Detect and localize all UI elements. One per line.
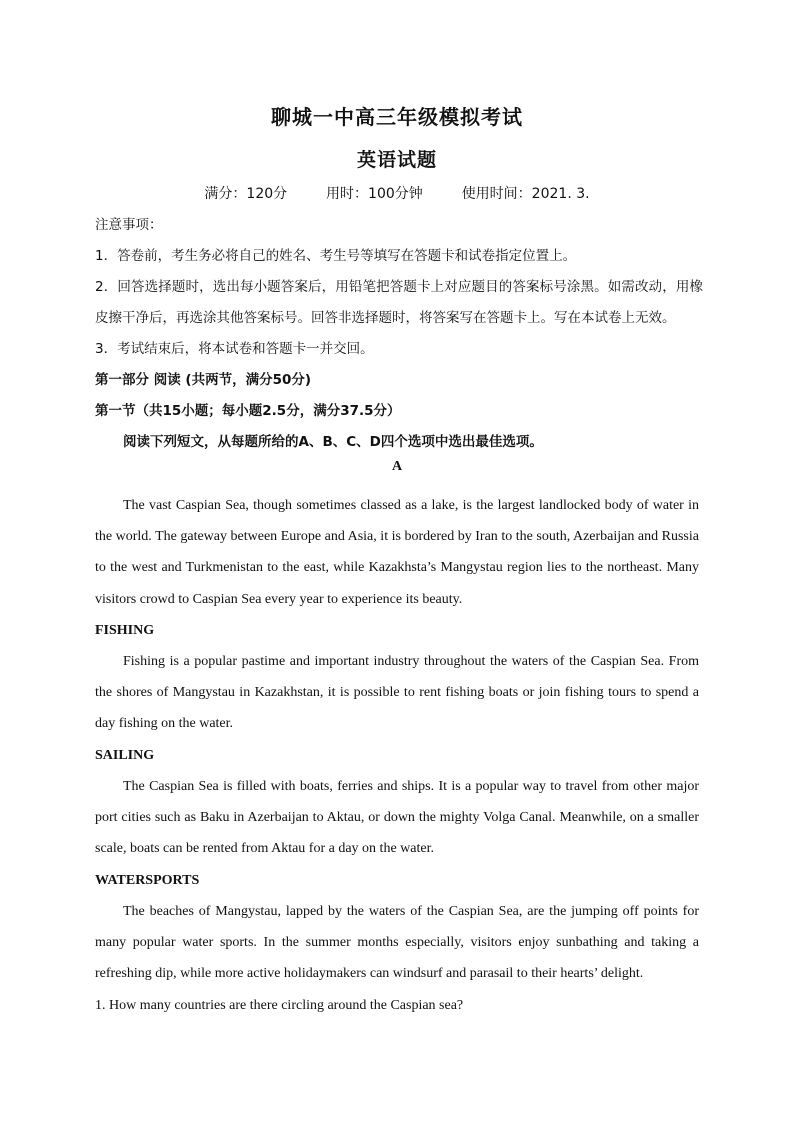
passage-intro: [95, 490, 699, 615]
fishing-paragraph: [95, 646, 699, 740]
watersports-text: The beaches of Mangystau, lapped by the waters of the Caspian Sea, are the jumping off points for many popular water sports. In the summer months especially, visitors enjoy sunbathing and taking a refreshing dip, while more active holidaymakers can windsurf and parasail to their hearts’ delight.: [95, 904, 699, 982]
date-info: 使用时间：2021. 3.: [461, 186, 590, 202]
passage-letter: A: [391, 459, 403, 474]
time-info: 用时：100分钟: [326, 186, 423, 202]
notes-label: 注意事项：: [95, 217, 163, 233]
sailing-text: The Caspian Sea is filled with boats, ferries and ships. It is a popular way to travel from other major port cities such as Baku in Azerbaijan to Aktau, or down the mighty Volga Canal. Meanwhile, on a smaller scale, boats can be rented from Aktau for a day on the water.: [95, 779, 699, 857]
exam-meta-line: [0, 183, 794, 203]
sailing-heading: SAILING: [95, 748, 155, 763]
watersports-paragraph: [95, 896, 699, 990]
question-1: 1. How many countries are there circling around the Caspian sea?: [95, 998, 464, 1013]
passage-intro-text: The vast Caspian Sea, though sometimes classed as a lake, is the largest landlocked body of water in the world. The gateway between Europe and Asia, it is bordered by Iran to the south, Azerbaijan and Russia to the west and Turkmenistan to the east, while Kazakhsta’s Mangystau region lies to the northeast. Many visitors crowd to Caspian Sea every year to experience its beauty.: [95, 498, 699, 607]
fishing-heading: FISHING: [95, 623, 155, 638]
exam-school-title: 聊城一中高三年级模拟考试: [271, 105, 523, 129]
sailing-paragraph: [95, 771, 699, 865]
note-item-1: 1．答卷前，考生务必将自己的姓名、考生号等填写在答题卡和试卷指定位置上。: [95, 248, 577, 264]
note-item-3: 3．考试结束后，将本试卷和答题卡一并交回。: [95, 341, 374, 357]
watersports-heading: WATERSPORTS: [95, 873, 200, 888]
section-title: 第一节（共15小题；每小题2.5分，满分37.5分）: [95, 403, 401, 419]
part-title: 第一部分 阅读 (共两节，满分50分): [95, 372, 312, 388]
score-info: 满分：120分: [204, 186, 288, 202]
fishing-text: Fishing is a popular pastime and important industry throughout the waters of the Caspian Sea. From the shores of Mangystau in Kazakhstan, it is possible to rent fishing boats or join fishing tours to spend a day fishing on the water.: [95, 654, 699, 732]
exam-subject-title: 英语试题: [356, 149, 437, 171]
reading-instruction: 阅读下列短文，从每题所给的A、B、C、D四个选项中选出最佳选项。: [123, 434, 543, 450]
note-item-2: 2．回答选择题时，选出每小题答案后，用铅笔把答题卡上对应题目的答案标号涂黑。如需改动，用橡皮擦干净后，再选涂其他答案标号。回答非选择题时，将答案写在答题卡上。写在本试卷上无效。: [95, 279, 703, 326]
